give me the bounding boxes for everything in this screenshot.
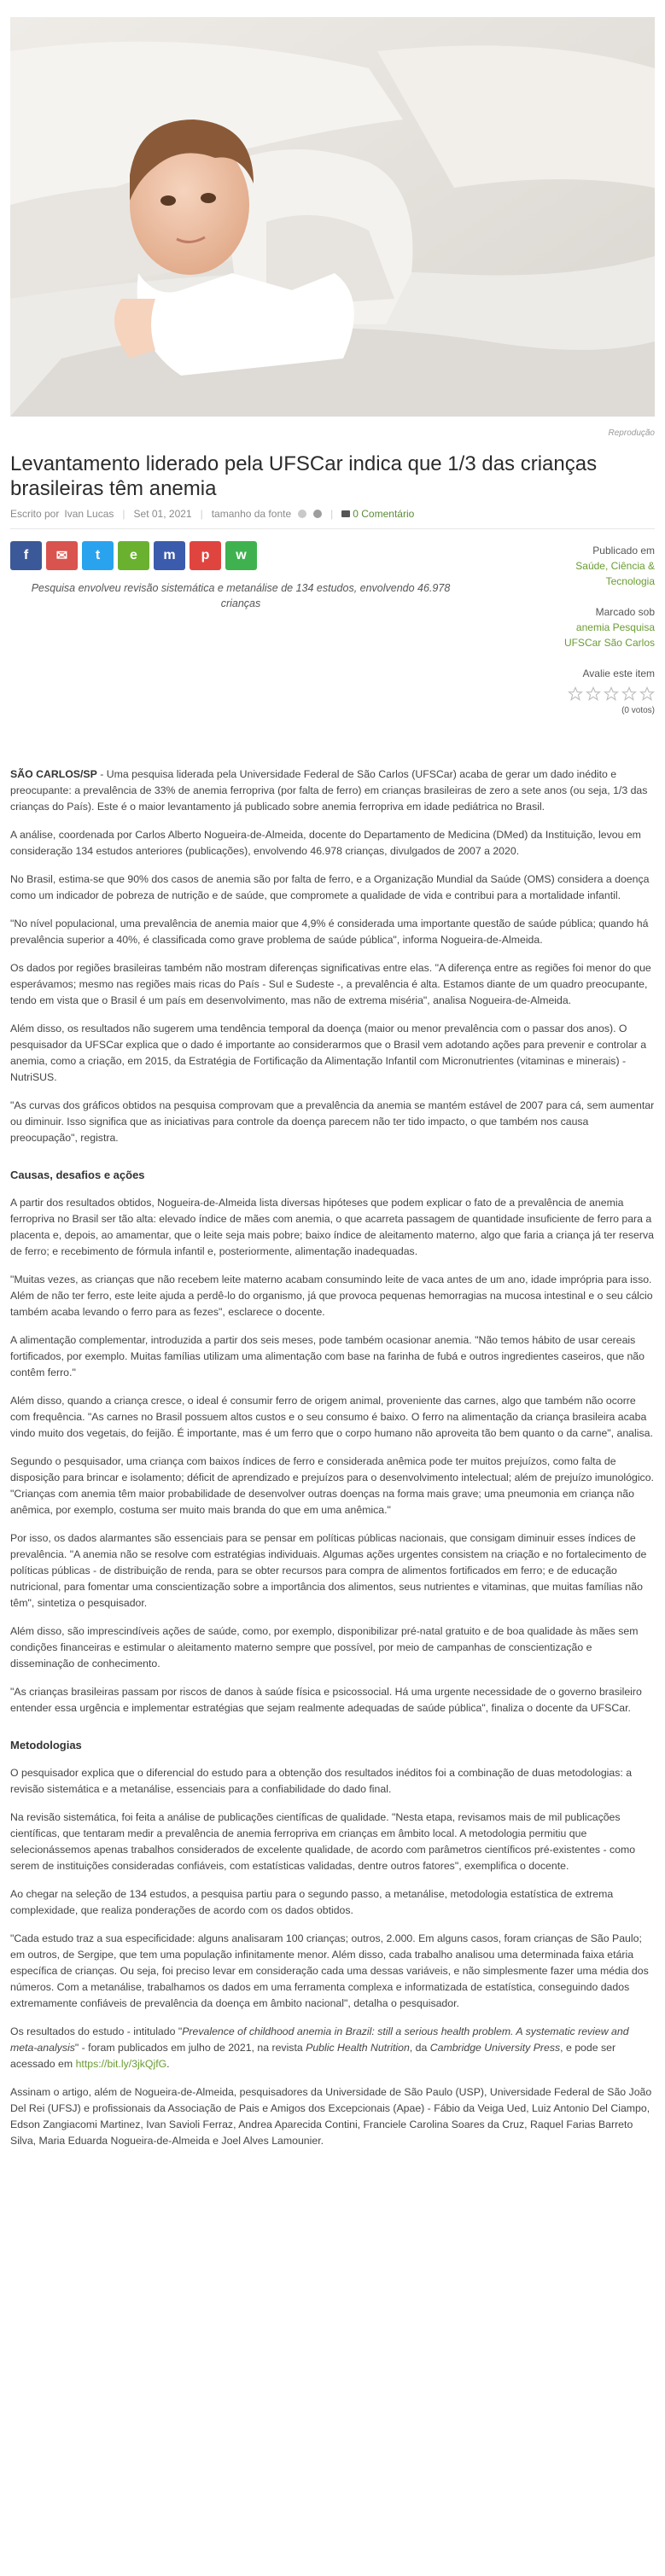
- paragraph: Os dados por regiões brasileiras também não mostram diferenças significativas entre elas. "A diferença entre as regiões foi menor do que esperávamos; mesmo nas regiões mais ricas do País - Sul e Sudeste -, a prevalência é alta. Estamos diante de um quadro preocupante, tendo em vista que o Brasil é um país em desenvolvimento, mas não de extrema miséria", analisa Nogueira-de-Almeida.: [10, 962, 651, 1006]
- section-heading: Metodologias: [10, 1739, 82, 1751]
- paragraph-text: , e pode ser acessado em: [10, 2042, 616, 2070]
- share-and-sidebar: [10, 539, 655, 734]
- paragraph-text: , da: [409, 2042, 430, 2054]
- published-label: Publicado em: [592, 545, 655, 557]
- myspace-icon: m: [163, 548, 176, 562]
- journal-name: Public Health Nutrition: [306, 2042, 410, 2054]
- publisher-name: Cambridge University Press: [429, 2042, 561, 2054]
- font-increase-icon[interactable]: [313, 510, 322, 518]
- pinterest-icon: p: [201, 548, 210, 562]
- paragraph: [10, 2024, 655, 2072]
- meta-separator: |: [122, 508, 125, 520]
- font-decrease-icon[interactable]: [298, 510, 306, 518]
- publish-date: Set 01, 2021: [133, 508, 192, 520]
- paragraph: "No nível populacional, uma prevalência de anemia maior que 4,9% é considerada uma importante questão de saúde pública; quando há prevalência superior a 40%, é classificada como grave problema de saúde pública", informa Nogueira-de-Almeida.: [10, 918, 649, 946]
- article-page: [10, 0, 655, 2149]
- votes-count: (0 votos): [621, 706, 655, 715]
- star-icon[interactable]: [586, 686, 601, 702]
- comment-icon: [341, 510, 350, 517]
- rating-block: [540, 666, 655, 719]
- tagged-label: Marcado sob: [595, 606, 655, 618]
- star-icon[interactable]: [568, 686, 583, 702]
- paragraph: O pesquisador explica que o diferencial do estudo para a obtenção dos resultados inéditos foi a combinação de duas metodologias: a revisão sistemática e a metanálise, essenciais para a confiabilidade do dado final.: [10, 1767, 633, 1795]
- star-icon[interactable]: [621, 686, 637, 702]
- paragraph: Assinam o artigo, além de Nogueira-de-Almeida, pesquisadores da Universidade de São Paulo (USP), Universidade Federal de São João Del Rei (UFSJ) e profissionais da Associação de Pais e Amigos dos Excepcionais (Apae) - Fábio da Veiga Ued, Luiz Antonio Del Ciampo, Edson Zangiacomi Martinez, Ivan Savioli Ferraz, Andrea Aparecida Contini, Franciele Carolina Soares da Cruz, Raquel Farias Barreto Silva, Maria Eduarda Nogueira-de-Almeida e Joel Alves Lamounier.: [10, 2086, 652, 2147]
- dateline: SÃO CARLOS/SP: [10, 768, 97, 780]
- article-body: [10, 766, 655, 2149]
- paragraph: No Brasil, estima-se que 90% dos casos de anemia são por falta de ferro, e a Organização Mundial da Saúde (OMS) considera a doença como um indicador de pobreza de nutrição e de saúde, que compromete a qualidade de vida e contribui para a mortalidade infantil.: [10, 873, 650, 901]
- whatsapp-share-button[interactable]: [225, 541, 257, 570]
- myspace-share-button[interactable]: [154, 541, 185, 570]
- article-sidebar: [540, 539, 655, 734]
- facebook-icon: f: [23, 548, 29, 562]
- rate-label: Avalie este item: [582, 667, 655, 679]
- paragraph-text: Os resultados do estudo - intitulado ": [10, 2025, 183, 2037]
- evernote-icon: e: [130, 548, 137, 562]
- paragraph: "As crianças brasileiras passam por riscos de danos à saúde física e psicossocial. Há uma urgente necessidade de o governo brasileiro entender essa urgência e implementar estratégias que sejam realmente adequadas de saúde pública", finaliza o docente da UFSCar.: [10, 1686, 642, 1714]
- tags-block: [540, 604, 655, 650]
- meta-separator: |: [200, 508, 203, 520]
- pinterest-share-button[interactable]: [190, 541, 221, 570]
- tag-link[interactable]: Pesquisa: [612, 621, 655, 633]
- paragraph: Por isso, os dados alarmantes são essenciais para se pensar em políticas públicas nacionais, que consigam diminuir esses índices de prevalência. "A anemia não se resolve com estratégias individuais. Algumas ações urgentes consistem na criação e no fortalecimento de políticas públicas - de distribuição de renda, para se obter recursos para compra de alimentos fortificados em ferro; e de educação nutricional, para fomentar uma conscientização sobre a importância dos alimentos, seus nutrientes e vitaminas, que muitas famílias não têm", sintetiza o pesquisador.: [10, 1532, 647, 1609]
- rating-stars: [540, 686, 655, 702]
- comments-link[interactable]: [341, 508, 414, 520]
- paragraph: "As curvas dos gráficos obtidos na pesquisa comprovam que a prevalência da anemia se mantém estável de 2007 para cá, sem aumentar ou diminuir. Isso significa que as iniciativas para controle da doença parecem não ter tido impacto, o que também nos causa preocupação", registra.: [10, 1099, 655, 1144]
- email-icon: ✉: [55, 549, 68, 563]
- study-link[interactable]: https://bit.ly/3jkQjfG: [75, 2058, 167, 2070]
- child-in-bed-photo: [10, 17, 655, 417]
- hero-image: [10, 17, 655, 417]
- comments-count: 0 Comentário: [353, 508, 415, 520]
- section-heading: Causas, desafios e ações: [10, 1169, 145, 1181]
- published-block: [540, 543, 655, 589]
- evernote-share-button[interactable]: [118, 541, 149, 570]
- star-icon[interactable]: [604, 686, 619, 702]
- image-caption: Pesquisa envolveu revisão sistemática e metanálise de 134 estudos, envolvendo 46.978 crianças: [31, 582, 451, 609]
- paragraph: Além disso, são imprescindíveis ações de saúde, como, por exemplo, disponibilizar pré-natal gratuito e de boa qualidade às mães sem condições financeiras e estimular o aleitamento materno sempre que possível, por meio de campanhas de conscientização e disseminação de conhecimento.: [10, 1625, 639, 1670]
- article-meta: [10, 508, 655, 520]
- whatsapp-icon: w: [236, 548, 247, 562]
- paragraph-text: .: [166, 2058, 170, 2070]
- paragraph: A partir dos resultados obtidos, Nogueira-de-Almeida lista diversas hipóteses que podem explicar o fato de a prevalência de anemia ferropriva no Brasil ser tão alta: elevado índice de mães com anemia, o que acarreta passagem de quantidade insuficiente de ferro para a placenta e, depois, ao amamentar, que o leite seja mais pobre; baixo índice de aleitamento materno, algo que faria a criança já ter reserva de ferro; e recebimento de fórmula infantil e, posteriormente, alimentação inadequadas.: [10, 1197, 654, 1257]
- paragraph: A alimentação complementar, introduzida a partir dos seis meses, pode também ocasionar anemia. "Não temos hábito de usar cereais fortificados, por exemplo. Muitas famílias utilizam uma alimentação com base na farinha de fubá e outros ingredientes caseiros, que não contêm ferro.": [10, 1334, 645, 1378]
- category-link[interactable]: Saúde, Ciência & Tecnologia: [575, 560, 655, 587]
- email-share-button[interactable]: [46, 541, 78, 570]
- share-column: [10, 539, 471, 734]
- paragraph: Na revisão sistemática, foi feita a análise de publicações científicas de qualidade. "Nesta etapa, revisamos mais de mil publicações científicas, que tentaram medir a prevalência de anemia ferropriva em crianças em âmbito local. A metodologia permitiu que selecionássemos apenas trabalhos considerados de excelente qualidade, de acordo com parâmetros científicos pré-existentes - como serem de instituições consideradas confiáveis, com estatísticas validadas, dentre outros fatores", exemplifica o docente.: [10, 1811, 636, 1872]
- tag-link[interactable]: UFSCar: [563, 637, 602, 649]
- article-title: Levantamento liderado pela UFSCar indica que 1/3 das crianças brasileiras têm anemia: [10, 452, 598, 500]
- paragraph: [10, 766, 655, 815]
- twitter-share-button[interactable]: [82, 541, 114, 570]
- tag-link[interactable]: São Carlos: [604, 637, 655, 649]
- font-size-label: tamanho da fonte: [211, 508, 292, 520]
- meta-separator: |: [330, 508, 334, 520]
- paragraph-text: " - foram publicados em julho de 2021, na revista: [74, 2042, 306, 2054]
- tag-link[interactable]: anemia: [575, 621, 610, 633]
- paragraph: Além disso, os resultados não sugerem uma tendência temporal da doença (maior ou menor prevalência com o passar dos anos). O pesquisador da UFSCar explica que o dado é importante ao considerarmos que o Brasil vem adotando ações para prevenir e controlar a anemia, como a criação, em 2015, da Estratégia de Fortificação da Alimentação Infantil com Micronutrientes (vitaminas e minerais) - NutriSUS.: [10, 1023, 647, 1083]
- study-title: Prevalence of childhood anemia in Brazil: still a serious health problem. A systematic review and meta-analysis: [10, 2025, 629, 2054]
- paragraph: A análise, coordenada por Carlos Alberto Nogueira-de-Almeida, docente do Departamento de Medicina (DMed) da Instituição, levou em consideração 134 estudos anteriores (publicações), envolvendo 46.978 crianças, divulgados de 2007 a 2020.: [10, 829, 641, 857]
- paragraph: Segundo o pesquisador, uma criança com baixos índices de ferro e considerada anêmica pode ter muitos prejuízos, como falta de disposição para brincar e isolamento; déficit de aprendizado e prejuízos para o desenvolvimento intelectual; além de prejuízo imunológico. "Crianças com anemia têm maior probabilidade de desenvolver outras doenças na forma mais grave; uma pneumonia em criança não anêmica, por exemplo, costuma ser muito mais branda do que em uma anêmica.": [10, 1455, 654, 1516]
- facebook-share-button[interactable]: [10, 541, 42, 570]
- paragraph: "Cada estudo traz a sua especificidade: alguns analisaram 100 crianças; outros, 2.000. Em alguns casos, foram crianças de São Paulo; em outros, de Sergipe, que tem uma população infinitamente menor. Além disso, cada trabalho analisou uma determinada faixa etária específica de crianças. Ou seja, foi preciso levar em consideração cada uma dessas variáveis, e não simplesmente fazer uma média dos números. Com a metanálise, trabalhamos os dados em uma ferramenta complexa e informatizada de estatística, conseguindo dados extremamente confiáveis de prevalência da doença em âmbito nacional", detalha o pesquisador.: [10, 1932, 649, 2009]
- paragraph: Ao chegar na seleção de 134 estudos, a pesquisa partiu para o segundo passo, a metanálise, metodologia estatística de extrema complexidade, que realiza ponderações de acordo com os dados obtidos.: [10, 1888, 614, 1916]
- share-buttons: [10, 541, 471, 570]
- paragraph-text: - Uma pesquisa liderada pela Universidade Federal de São Carlos (UFSCar) acaba de gerar um dado inédito e preocupante: a prevalência de 33% de anemia ferropriva (por falta de ferro) em crianças brasileiras de zero a sete anos (ou seja, 1/3 das crianças do País). Este é o maior levantamento já publicado sobre anemia ferropriva em idade pediátrica no Brasil.: [10, 768, 648, 813]
- divider: [10, 528, 655, 529]
- image-credit: Reprodução: [608, 428, 655, 438]
- paragraph: Além disso, quando a criança cresce, o ideal é consumir ferro de origem animal, proveniente das carnes, algo que também não ocorre com frequência. "As carnes no Brasil possuem altos custos e o seu consumo é baixo. O ferro na alimentação da criança brasileira acaba vindo muito dos vegetais, do feijão. É importante, mas é um ferro que o corpo humano não aproveita tão bem quanto o da carne", analisa.: [10, 1395, 653, 1439]
- author-prefix: Escrito por: [10, 508, 60, 520]
- author-name[interactable]: Ivan Lucas: [64, 508, 114, 520]
- twitter-icon: t: [95, 548, 101, 562]
- star-icon[interactable]: [639, 686, 655, 702]
- paragraph: "Muitas vezes, as crianças que não recebem leite materno acabam consumindo leite de vaca antes de um ano, idade imprópria para isso. Além de não ter ferro, este leite ajuda a perdê-lo do organismo, já que provoca pequenas hemorragias na mucosa intestinal e o seu cálcio também acaba levando o ferro para as fezes", esclarece o docente.: [10, 1273, 653, 1318]
